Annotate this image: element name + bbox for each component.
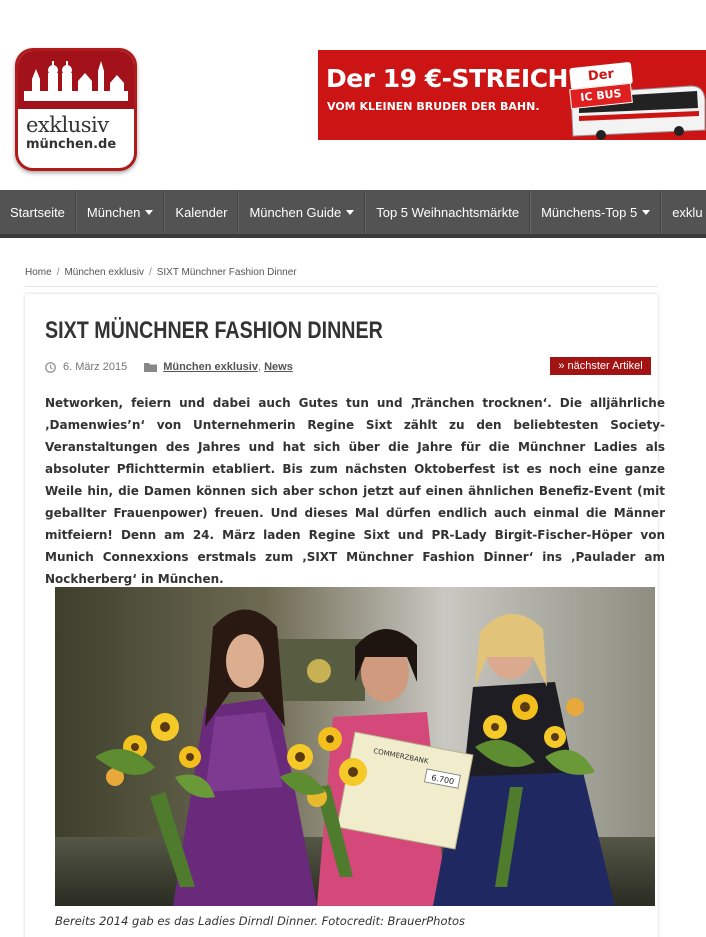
nav-item-weihnachtsmaerkte[interactable] [365,190,530,234]
nav-item-label: München [86,204,141,220]
breadcrumb [25,267,297,278]
article-body: Networken, feiern und dabei auch Gutes tun und ‚Tränchen trocknen‘. Die alljährliche ‚Damenwies’n‘ von Unternehmerin Regine Sixt zählt zu den beliebtesten Society-Veranstaltungen des Jahres und hat sich über die Jahre für die Münchner Ladies als absoluter Pflichttermin etabliert. Bis zum nächsten Oktoberfest ist es noch eine ganze Weile hin, die Damen können sich aber schon jetzt auf einen ähnlichen Benefiz-Event (mit geballter Frauenpower) freuen. Und dieses Mal dürfen endlich auch einmal die Männer mitfeiern! Denn am 24. März laden Regine Sixt und PR-Lady Birgit-Fischer-Höper von Munich Connexxions erstmals zum ‚SIXT Münchner Fashion Dinner‘ ins ‚Paulader am Nockherberg‘ in München. [45,396,665,586]
breadcrumb-home[interactable]: Home [25,267,52,278]
caret-down-icon [145,210,153,215]
ad-banner[interactable] [318,50,706,140]
ad-badge-icbus: IC BUS [569,83,633,109]
nav-item-muenchen-guide[interactable] [238,190,365,234]
nav-item-label: exklu [672,204,703,220]
category-link-news[interactable]: News [264,361,293,373]
ad-headline: Der 19 €-STREICH [326,64,568,93]
article-date: 6. März 2015 [63,361,128,373]
article-title: SIXT MÜNCHNER FASHION DINNER [45,317,383,344]
nav-item-label: Startseite [10,204,65,220]
next-article-button[interactable]: » nächster Artikel [550,357,651,375]
nav-item-kalender[interactable] [164,190,238,234]
ad-subline: VOM KLEINEN BRUDER DER BAHN. [327,100,540,113]
logo-text-domain: münchen.de [26,137,117,152]
nav-item-label: Kalender [175,204,228,220]
nav-item-label: München Guide [249,204,342,220]
caret-down-icon [346,210,354,215]
nav-item-muenchens-top5[interactable] [530,190,661,234]
main-nav [0,190,706,238]
nav-item-muenchen[interactable] [76,190,164,234]
check-amount: 6.700 [430,773,455,787]
clock-icon [45,362,56,373]
logo-text-exklusiv: exklusiv [26,113,109,137]
munich-skyline-icon [18,57,134,112]
photo-caption: Bereits 2014 gab es das Ladies Dirndl Dinner. Fotocredit: BrauerPhotos [55,914,466,928]
site-logo[interactable] [15,48,137,171]
site-header [0,0,706,190]
breadcrumb-separator: / [148,267,152,278]
check-bank-label: COMMERZBANK [372,747,430,766]
nav-item-label: Münchens-Top 5 [541,204,638,220]
folder-icon [144,362,157,372]
divider [25,286,658,287]
nav-item-label: Top 5 Weihnachtsmärkte [376,204,520,220]
category-link-muenchen-exklusiv[interactable]: München exklusiv [163,361,258,373]
ad-badge-der: Der [569,62,633,90]
caret-down-icon [642,210,650,215]
breadcrumb-separator: / [56,267,60,278]
nav-item-exklusiv[interactable] [661,190,706,234]
category-separator: , [257,361,262,373]
breadcrumb-current: SIXT Münchner Fashion Dinner [156,267,297,278]
nav-item-startseite[interactable] [0,190,76,234]
article-photo [55,587,655,906]
breadcrumb-category[interactable]: München exklusiv [64,267,144,278]
article-meta [45,361,293,373]
